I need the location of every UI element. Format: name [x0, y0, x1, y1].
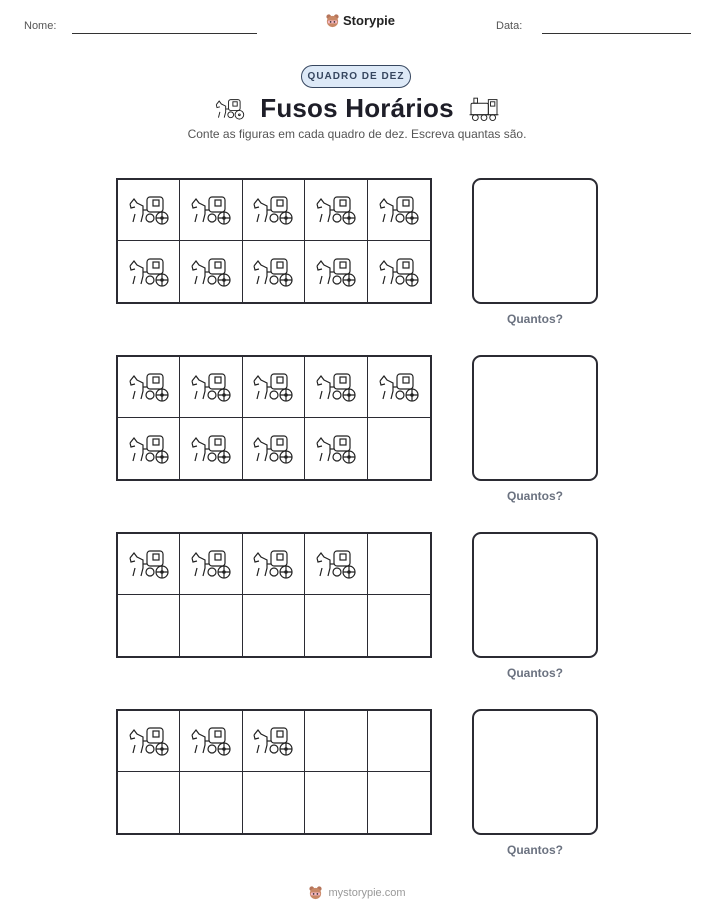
footer-url: mystorypie.com	[328, 886, 406, 899]
bear-icon	[325, 13, 340, 28]
frame-cell	[368, 180, 430, 241]
horse-carriage-icon	[251, 431, 295, 467]
frame-cell	[180, 357, 242, 418]
date-label: Data:	[496, 20, 523, 32]
answer-box-3[interactable]	[472, 532, 598, 658]
carriage-icon	[214, 96, 246, 122]
frame-cell	[180, 711, 242, 772]
horse-carriage-icon	[189, 369, 233, 405]
frame-cell	[368, 534, 430, 595]
frame-cell	[243, 595, 305, 656]
horse-carriage-icon	[127, 431, 171, 467]
horse-carriage-icon	[127, 723, 171, 759]
horse-carriage-icon	[127, 192, 171, 228]
frame-cell	[180, 534, 242, 595]
horse-carriage-icon	[377, 369, 421, 405]
frame-cell	[243, 418, 305, 479]
bear-icon	[308, 885, 323, 900]
frame-cell	[305, 711, 367, 772]
horse-carriage-icon	[251, 723, 295, 759]
horse-carriage-icon	[127, 254, 171, 290]
frame-cell	[305, 595, 367, 656]
frame-cell	[305, 772, 367, 833]
footer	[0, 885, 714, 900]
frame-cell	[368, 241, 430, 302]
frame-cell	[243, 772, 305, 833]
horse-carriage-icon	[127, 546, 171, 582]
frame-cell	[180, 418, 242, 479]
horse-carriage-icon	[314, 546, 358, 582]
name-line[interactable]	[72, 33, 257, 34]
horse-carriage-icon	[189, 254, 233, 290]
ten-frame-1	[116, 178, 432, 304]
frame-cell	[305, 241, 367, 302]
answer-box-4[interactable]	[472, 709, 598, 835]
frame-cell	[368, 418, 430, 479]
frame-cell	[305, 418, 367, 479]
answer-box-1[interactable]	[472, 178, 598, 304]
frame-cell	[180, 241, 242, 302]
horse-carriage-icon	[189, 723, 233, 759]
frame-cell	[305, 357, 367, 418]
frame-cell	[118, 595, 180, 656]
answer-label-2: Quantos?	[507, 489, 563, 503]
horse-carriage-icon	[314, 192, 358, 228]
horse-carriage-icon	[189, 431, 233, 467]
answer-label-1: Quantos?	[507, 312, 563, 326]
ten-frame-2	[116, 355, 432, 481]
brand-name: Storypie	[343, 13, 396, 28]
horse-carriage-icon	[189, 546, 233, 582]
answer-label-4: Quantos?	[507, 843, 563, 857]
horse-carriage-icon	[251, 546, 295, 582]
frame-cell	[118, 772, 180, 833]
horse-carriage-icon	[189, 192, 233, 228]
horse-carriage-icon	[377, 254, 421, 290]
worksheet-type-badge: QUADRO DE DEZ	[301, 65, 411, 88]
frame-cell	[368, 357, 430, 418]
frame-cell	[243, 711, 305, 772]
horse-carriage-icon	[314, 431, 358, 467]
horse-carriage-icon	[251, 192, 295, 228]
frame-cell	[118, 534, 180, 595]
frame-cell	[243, 241, 305, 302]
horse-carriage-icon	[314, 254, 358, 290]
frame-cell	[243, 357, 305, 418]
frame-cell	[368, 772, 430, 833]
answer-label-3: Quantos?	[507, 666, 563, 680]
title-row	[0, 93, 714, 124]
instructions: Conte as figuras em cada quadro de dez. Escreva quantas são.	[187, 127, 527, 141]
ten-frame-4	[116, 709, 432, 835]
frame-cell	[118, 357, 180, 418]
frame-cell	[368, 595, 430, 656]
date-line[interactable]	[542, 33, 691, 34]
page-title: Fusos Horários	[260, 93, 454, 123]
frame-cell	[180, 595, 242, 656]
horse-carriage-icon	[377, 192, 421, 228]
horse-carriage-icon	[251, 254, 295, 290]
frame-cell	[180, 180, 242, 241]
horse-carriage-icon	[314, 369, 358, 405]
frame-cell	[243, 534, 305, 595]
answer-box-2[interactable]	[472, 355, 598, 481]
ten-frame-3	[116, 532, 432, 658]
frame-cell	[180, 772, 242, 833]
frame-cell	[243, 180, 305, 241]
horse-carriage-icon	[127, 369, 171, 405]
frame-cell	[368, 711, 430, 772]
horse-carriage-icon	[251, 369, 295, 405]
frame-cell	[118, 418, 180, 479]
frame-cell	[305, 180, 367, 241]
frame-cell	[118, 180, 180, 241]
train-icon	[468, 96, 500, 122]
frame-cell	[305, 534, 367, 595]
frame-cell	[118, 241, 180, 302]
name-label: Nome:	[24, 20, 57, 32]
brand	[325, 13, 395, 28]
frame-cell	[118, 711, 180, 772]
